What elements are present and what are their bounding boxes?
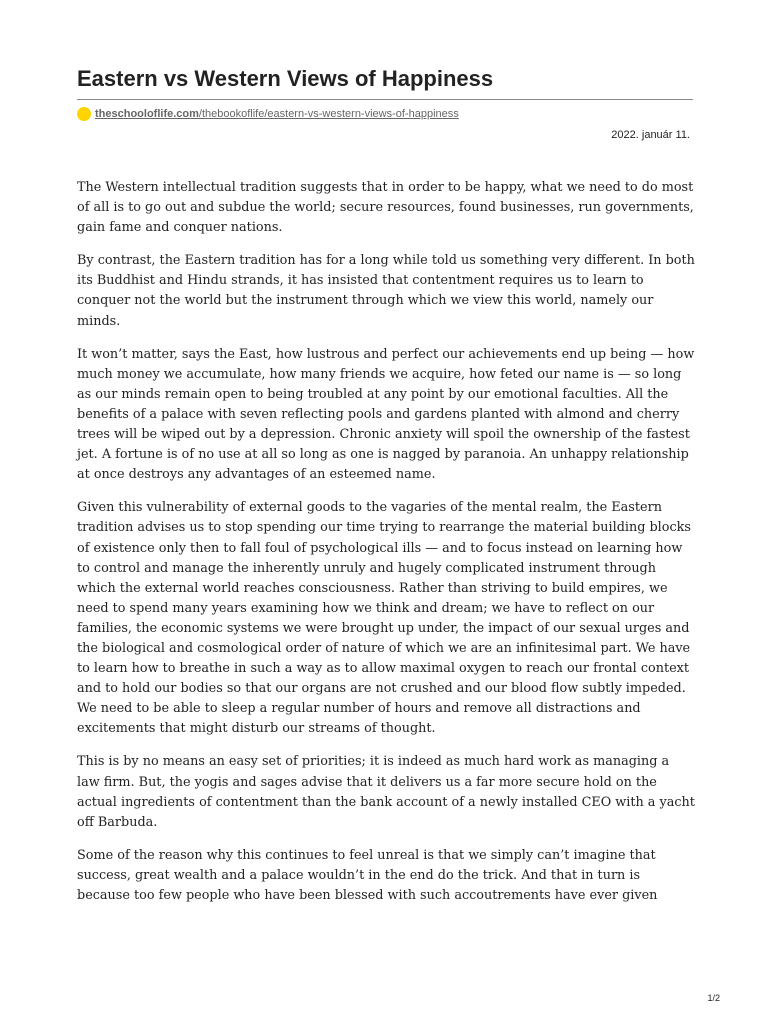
paragraph: The Western intellectual tradition suggests that in order to be happy, what we need to do most of all is to go out and subdue the world; secure resources, found businesses, run governments, gain fame and conquer nations. — [77, 180, 694, 236]
source-line — [77, 105, 459, 123]
page-number: 1/2 — [707, 993, 720, 1003]
article-body — [77, 178, 695, 919]
source-link[interactable] — [95, 108, 459, 120]
article-date: 2022. január 11. — [611, 129, 690, 141]
title-divider — [77, 99, 693, 100]
paragraph: This is by no means an easy set of priorities; it is indeed as much hard work as managing a law firm. But, the yogis and sages advise that it delivers us a far more secure hold on the actual ingredients of contentment than the bank account of a newly installed CEO with a yacht off Barbuda. — [77, 754, 695, 830]
paragraph: Given this vulnerability of external goods to the vagaries of the mental realm, the Eastern tradition advises us to stop spending our time trying to rearrange the material building blocks of existence only then to fall foul of psychological ills — and to focus instead on learning how to control and manage the inherently unruly and hugely complicated instrument through which the external world reaches consciousness. Rather than striving to build empires, we need to spend many years examining how we think and dream; we have to reflect on our families, the economic systems we were brought up under, the impact of our sexual urges and the biological and cosmological order of nature of which we are an infinitesimal part. We have to learn how to breathe in such a way as to allow maximal oxygen to reach our frontal context and to hold our bodies so that our organs are not crushed and our blood flow subtly impeded. We need to be able to sleep a regular number of hours and remove all distractions and excitements that might disturb our streams of thought. — [77, 500, 691, 737]
source-domain: theschooloflife.com — [95, 108, 199, 120]
paragraph: Some of the reason why this continues to feel unreal is that we simply can’t imagine that success, great wealth and a palace wouldn’t in the end do the trick. And that in turn is because too few people who have been blessed with such accoutrements have ever given — [77, 847, 658, 903]
paragraph: By contrast, the Eastern tradition has for a long while told us something very different. In both its Buddhist and Hindu strands, it has insisted that contentment requires us to learn to conquer not the world but the instrument through which we view this world, namely our minds. — [77, 253, 695, 329]
article-title: Eastern vs Western Views of Happiness — [77, 66, 494, 91]
source-path: /thebookoflife/eastern-vs-western-views-of-happiness — [198, 108, 459, 120]
paragraph: It won’t matter, says the East, how lustrous and perfect our achievements end up being — how much money we accumulate, how many friends we acquire, how feted our name is — so long as our minds remain open to being troubled at any point by our emotional faculties. All the benefits of a palace with seven reflecting pools and gardens planted with almond and cherry trees will be wiped out by a depression. Chronic anxiety will spoil the ownership of the fastest jet. A fortune is of no use at all so long as one is nagged by paranoia. An unhappy relationship at once destroys any advantages of an esteemed name. — [77, 346, 695, 483]
site-favicon-icon — [77, 107, 91, 121]
